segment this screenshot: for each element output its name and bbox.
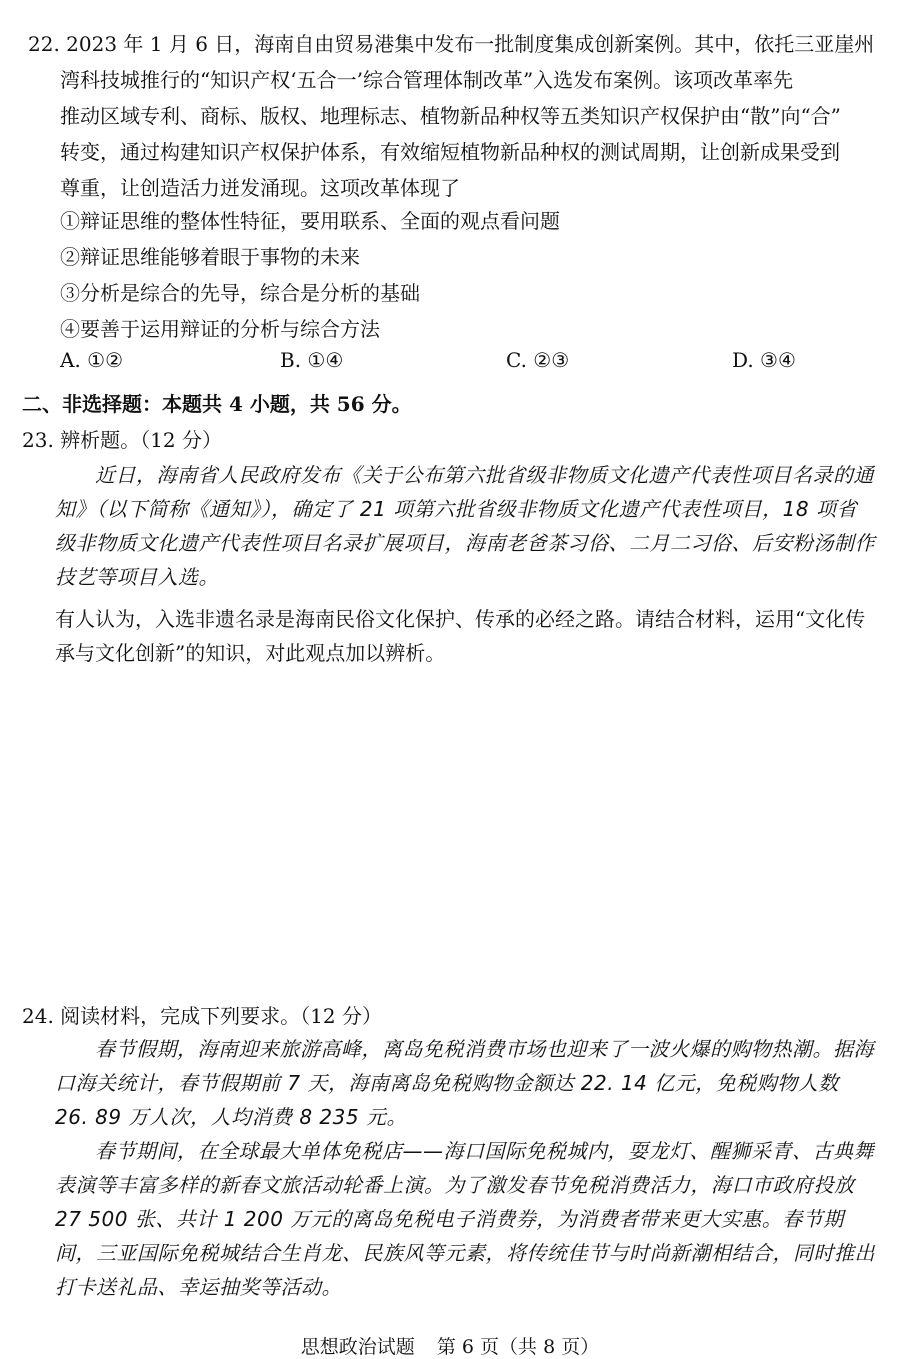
- page-footer: [0, 1332, 900, 1359]
- footer-subject: 思想政治试题: [300, 1336, 415, 1358]
- section-2-title: 二、非选择题：本题共 4 小题，共 56 分。: [22, 392, 412, 416]
- q24-paragraph-2: 春节期间，在全球最大单体免税店——海口国际免税城内，耍龙灯、醒狮采青、古典舞表演等丰富多样的新春文旅活动轮番上演。为了激发春节免税消费活力，海口市政府投放 27 500 张、共计 1 200 万元的离岛免税电子消费券，为消费者带来更大实惠。春节期间，三亚国际免税城结合生肖龙、民族风等元素，将传统佳节与时尚新潮相结合，同时推出打卡送礼品、幸运抽奖等活动。: [55, 1139, 875, 1299]
- q24-paragraph-1: 春节假期，海南迎来旅游高峰，离岛免税消费市场也迎来了一波火爆的购物热潮。据海口海关统计，春节假期前 7 天，海南离岛免税购物金额达 22. 14 亿元，免税购物人数 26. 89 万人次，人均消费 8 235 元。: [55, 1037, 874, 1129]
- q22-line: 转变，通过构建知识产权保护体系，有效缩短植物新品种权的测试周期，让创新成果受到: [60, 140, 840, 164]
- footer-page-number: 第 6 页（共 8 页）: [436, 1336, 600, 1358]
- q22-statement-4: ④要善于运用辩证的分析与综合方法: [60, 317, 380, 341]
- q22-line: 推动区域专利、商标、版权、地理标志、植物新品种权等五类知识产权保护由“散”向“合”: [60, 104, 841, 128]
- q22-options: [60, 348, 880, 378]
- q23-title: 23. 辨析题。（12 分）: [22, 428, 222, 452]
- q22-statement-1: ①辩证思维的整体性特征，要用联系、全面的观点看问题: [60, 209, 560, 233]
- option-a: A. ①②: [60, 348, 124, 372]
- q24-material: [55, 1032, 875, 1304]
- q22-line: 22. 2023 年 1 月 6 日，海南自由贸易港集中发布一批制度集成创新案例。其中，依托三亚崖州: [28, 32, 875, 56]
- option-b: B. ①④: [280, 348, 344, 372]
- option-c: C. ②③: [506, 348, 570, 372]
- q24-title: 24. 阅读材料，完成下列要求。（12 分）: [22, 1004, 382, 1028]
- q23-material-text: 近日，海南省人民政府发布《关于公布第六批省级非物质文化遗产代表性项目名录的通知》（以下简称《通知》），确定了 21 项第六批省级非物质文化遗产代表性项目，18 项省级非物质文化遗产代表性项目名录扩展项目，海南老爸茶习俗、二月二习俗、后安粉汤制作技艺等项目入选。: [55, 463, 875, 589]
- q22-line: 尊重，让创造活力迸发涌现。这项改革体现了: [60, 176, 460, 200]
- option-d: D. ③④: [732, 348, 796, 372]
- q22-statement-3: ③分析是综合的先导，综合是分析的基础: [60, 281, 420, 305]
- q23-material: [55, 458, 875, 594]
- q22-statement-2: ②辩证思维能够着眼于事物的未来: [60, 245, 360, 269]
- q23-question-text: 有人认为，入选非遗名录是海南民俗文化保护、传承的必经之路。请结合材料，运用“文化传承与文化创新”的知识，对此观点加以辨析。: [55, 607, 866, 665]
- q23-question: [55, 602, 875, 670]
- q22-line: 湾科技城推行的“知识产权‘五合一’综合管理体制改革”入选发布案例。该项改革率先: [60, 68, 794, 92]
